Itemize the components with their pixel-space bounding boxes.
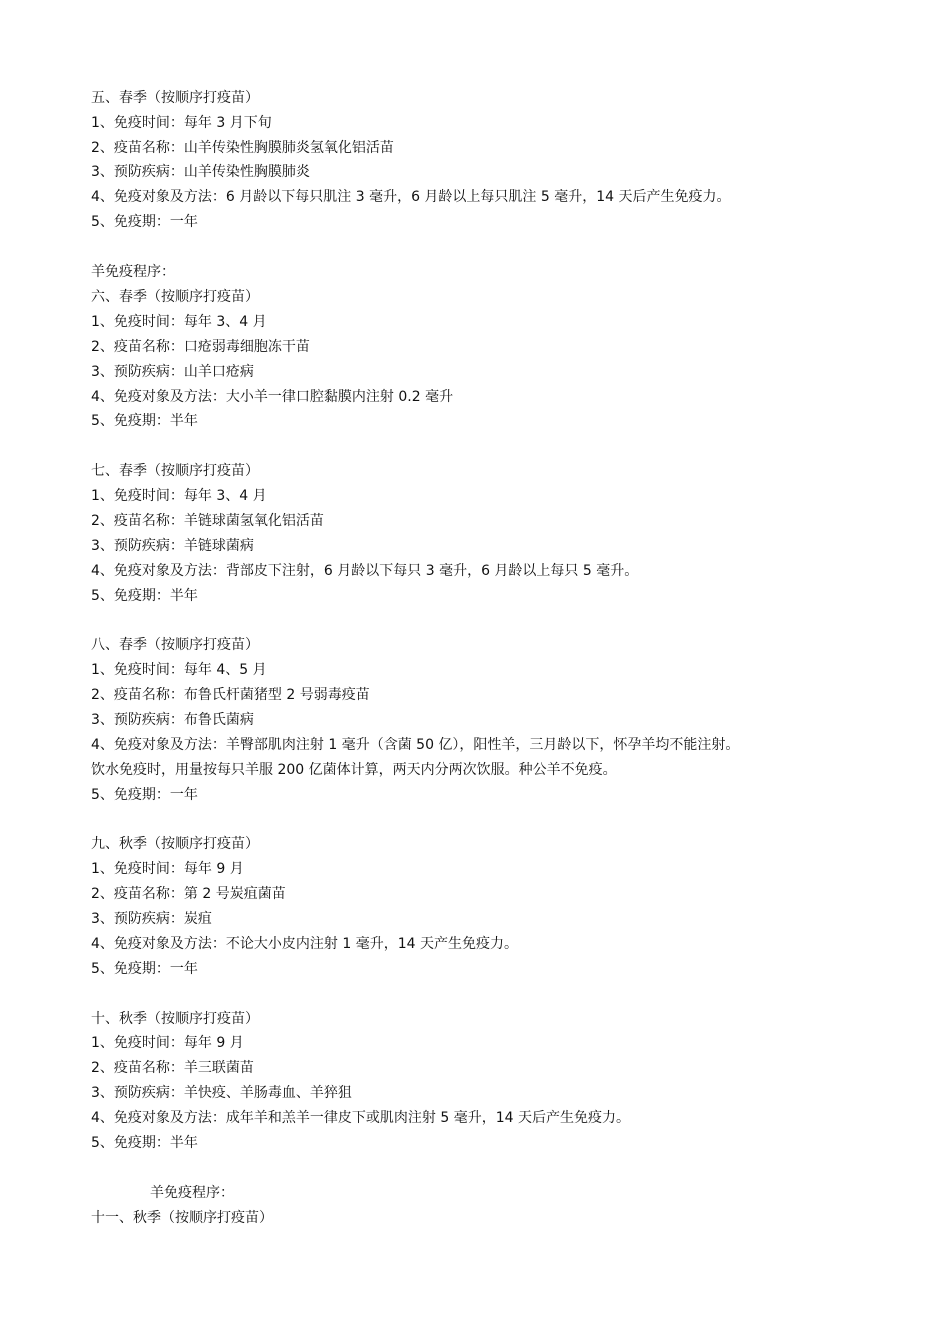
section-9-item-1: 1、免疫时间：每年 9 月 xyxy=(91,861,244,877)
section-5-item-4: 4、免疫对象及方法：6 月龄以下每只肌注 3 毫升，6 月龄以上每只肌注 5 毫升，14 天后产生免疫力。 xyxy=(91,189,731,205)
section-8-item-1: 1、免疫时间：每年 4、5 月 xyxy=(91,662,267,678)
section-6-heading: 羊免疫程序： xyxy=(91,264,175,280)
section-8-item-2: 2、疫苗名称：布鲁氏杆菌猪型 2 号弱毒疫苗 xyxy=(91,687,370,703)
section-7-item-2: 2、疫苗名称：羊链球菌氢氧化铝活苗 xyxy=(91,513,324,529)
section-10-item-4: 4、免疫对象及方法：成年羊和羔羊一律皮下或肌肉注射 5 毫升，14 天后产生免疫力。 xyxy=(91,1110,630,1126)
section-8-title: 八、春季（按顺序打疫苗） xyxy=(91,637,259,653)
section-9-item-4: 4、免疫对象及方法：不论大小皮内注射 1 毫升，14 天产生免疫力。 xyxy=(91,936,518,952)
section-9-item-2: 2、疫苗名称：第 2 号炭疽菌苗 xyxy=(91,886,286,902)
section-10-item-3: 3、预防疾病：羊快疫、羊肠毒血、羊猝狙 xyxy=(91,1085,352,1101)
section-7-item-5: 5、免疫期：半年 xyxy=(91,588,198,604)
section-9-title: 九、秋季（按顺序打疫苗） xyxy=(91,836,259,852)
section-6-item-3: 3、预防疾病：山羊口疮病 xyxy=(91,364,254,380)
section-5-title: 五、春季（按顺序打疫苗） xyxy=(91,90,259,106)
section-10-item-5: 5、免疫期：半年 xyxy=(91,1135,198,1151)
section-11-heading: 羊免疫程序： xyxy=(150,1185,234,1201)
section-10-item-2: 2、疫苗名称：羊三联菌苗 xyxy=(91,1060,254,1076)
section-8-item-5: 5、免疫期：一年 xyxy=(91,787,198,803)
section-11-title: 十一、秋季（按顺序打疫苗） xyxy=(91,1210,273,1226)
section-7-title: 七、春季（按顺序打疫苗） xyxy=(91,463,259,479)
section-5-item-5: 5、免疫期：一年 xyxy=(91,214,198,230)
section-7-item-4: 4、免疫对象及方法：背部皮下注射，6 月龄以下每只 3 毫升，6 月龄以上每只 5 毫升。 xyxy=(91,563,639,579)
section-6-title: 六、春季（按顺序打疫苗） xyxy=(91,289,259,305)
section-6-item-5: 5、免疫期：半年 xyxy=(91,413,198,429)
section-8-item-4: 4、免疫对象及方法：羊臀部肌肉注射 1 毫升（含菌 50 亿），阳性羊，三月龄以下，怀孕羊均不能注射。 xyxy=(91,737,740,753)
section-9-item-5: 5、免疫期：一年 xyxy=(91,961,198,977)
section-10-title: 十、秋季（按顺序打疫苗） xyxy=(91,1011,259,1027)
section-8-item-4-continued: 饮水免疫时，用量按每只羊服 200 亿菌体计算，两天内分两次饮服。种公羊不免疫。 xyxy=(91,762,617,778)
section-7-item-3: 3、预防疾病：羊链球菌病 xyxy=(91,538,254,554)
section-5-item-3: 3、预防疾病：山羊传染性胸膜肺炎 xyxy=(91,164,310,180)
section-6-item-1: 1、免疫时间：每年 3、4 月 xyxy=(91,314,267,330)
section-6-item-4: 4、免疫对象及方法：大小羊一律口腔黏膜内注射 0.2 毫升 xyxy=(91,389,454,405)
section-10-item-1: 1、免疫时间：每年 9 月 xyxy=(91,1035,244,1051)
section-6-item-2: 2、疫苗名称：口疮弱毒细胞冻干苗 xyxy=(91,339,310,355)
section-8-item-3: 3、预防疾病：布鲁氏菌病 xyxy=(91,712,254,728)
section-9-item-3: 3、预防疾病：炭疽 xyxy=(91,911,212,927)
section-7-item-1: 1、免疫时间：每年 3、4 月 xyxy=(91,488,267,504)
section-5-item-2: 2、疫苗名称：山羊传染性胸膜肺炎氢氧化铝活苗 xyxy=(91,140,394,156)
section-5-item-1: 1、免疫时间：每年 3 月下旬 xyxy=(91,115,272,131)
